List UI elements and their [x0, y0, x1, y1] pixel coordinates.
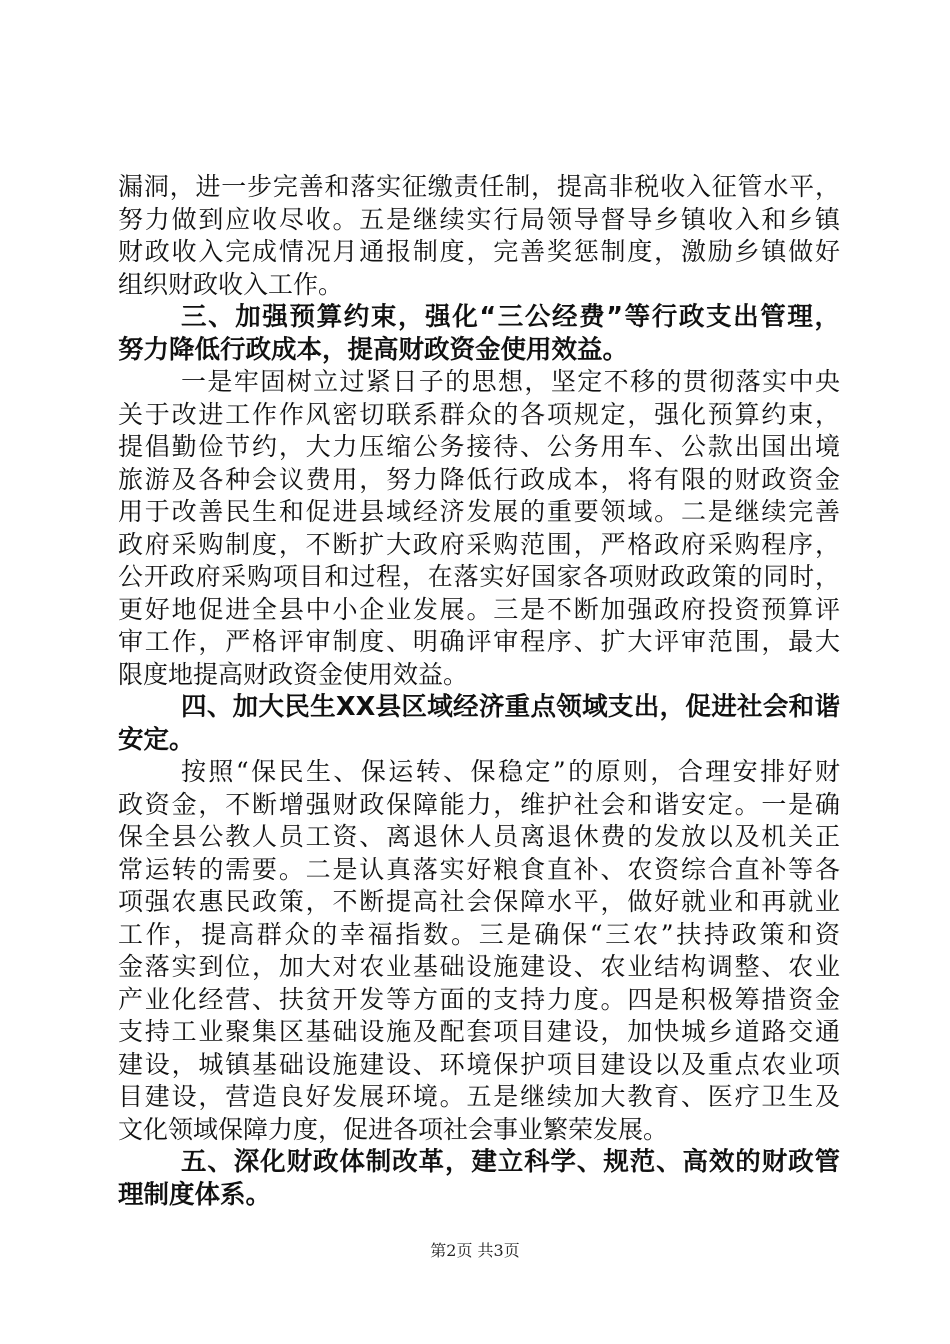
paragraph-line: 旅游及各种会议费用，努力降低行政成本，将有限的财政资金: [118, 464, 840, 494]
paragraph-line: 目建设，营造良好发展环境。五是继续加大教育、医疗卫生及: [118, 1082, 840, 1111]
section-heading-line: 努力降低行政成本，提高财政资金使用效益。: [118, 334, 629, 365]
paragraph-line: 政府采购制度，不断扩大政府采购范围，严格政府采购程序，: [118, 529, 840, 559]
paragraph-line: 提倡勤俭节约，大力压缩公务接待、公务用车、公款出国出境: [118, 432, 840, 461]
paragraph-line: 公开政府采购项目和过程，在落实好国家各项财政政策的同时，: [118, 562, 840, 591]
section-heading-line: 理制度体系。: [118, 1179, 272, 1210]
paragraph-line: 支持工业聚集区基础设施及配套项目建设，加快城乡道路交通: [118, 1017, 840, 1046]
paragraph-line: 努力做到应收尽收。五是继续实行局领导督导乡镇收入和乡镇: [118, 204, 840, 234]
section-heading-line: 四、加大民生XX县区域经济重点领域支出，促进社会和谐: [181, 692, 840, 722]
page-footer: 第2页 共3页: [430, 1241, 520, 1260]
paragraph-line: 金落实到位，加大对农业基础设施建设、农业结构调整、农业: [118, 952, 840, 981]
paragraph-line: 组织财政收入工作。: [118, 269, 344, 299]
paragraph-line: 文化领域保障力度，促进各项社会事业繁荣发展。: [118, 1114, 669, 1144]
paragraph-line: 工作，提高群众的幸福指数。三是确保“三农”扶持政策和资: [118, 919, 840, 949]
paragraph-line: 漏洞，进一步完善和落实征缴责任制，提高非税收入征管水平，: [118, 172, 840, 201]
paragraph-line: 限度地提高财政资金使用效益。: [118, 659, 469, 689]
paragraph-line: 财政收入完成情况月通报制度，完善奖惩制度，激励乡镇做好: [118, 237, 840, 266]
section-heading-line: 安定。: [118, 724, 195, 755]
paragraph-line: 审工作，严格评审制度、明确评审程序、扩大评审范围，最大: [118, 627, 840, 656]
paragraph-line: 保全县公教人员工资、离退休人员离退休费的发放以及机关正: [118, 822, 840, 851]
section-heading-line: 五、深化财政体制改革，建立科学、规范、高效的财政管: [181, 1147, 840, 1177]
paragraph-line: 项强农惠民政策，不断提高社会保障水平，做好就业和再就业: [118, 887, 840, 916]
paragraph-line: 建设，城镇基础设施建设、环境保护项目建设以及重点农业项: [118, 1049, 840, 1079]
document-body: [118, 171, 840, 1211]
paragraph-line: 用于改善民生和促进县域经济发展的重要领域。二是继续完善: [118, 497, 840, 526]
section-heading-line: 三、加强预算约束，强化“三公经费”等行政支出管理，: [181, 302, 840, 332]
paragraph-line: 常运转的需要。二是认真落实好粮食直补、农资综合直补等各: [118, 854, 840, 884]
paragraph-line: 关于改进工作作风密切联系群众的各项规定，强化预算约束，: [118, 399, 840, 429]
paragraph-line: 更好地促进全县中小企业发展。三是不断加强政府投资预算评: [118, 594, 840, 624]
paragraph-line: 一是牢固树立过紧日子的思想，坚定不移的贯彻落实中央: [181, 367, 840, 396]
paragraph-line: 政资金，不断增强财政保障能力，维护社会和谐安定。一是确: [118, 789, 840, 819]
paragraph-line: 产业化经营、扶贫开发等方面的支持力度。四是积极筹措资金: [118, 984, 840, 1014]
paragraph-line: 按照“保民生、保运转、保稳定”的原则，合理安排好财: [181, 757, 840, 786]
